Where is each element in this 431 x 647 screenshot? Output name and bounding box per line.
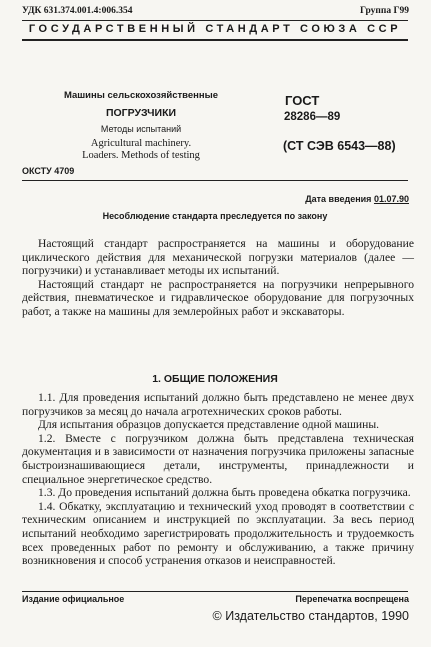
okstu-rule xyxy=(22,180,408,181)
clause-1-2: 1.2. Вместе с погрузчиком должна быть представлена техническая документация и в зависимости от назначения погрузчика приложены запасные быстроизнашивающиеся детали, инструменты, принадлежности и специальное энергетическое средство. xyxy=(22,431,414,486)
date-value: 01.07.90 xyxy=(373,194,409,204)
official-edition: Издание официальное xyxy=(22,594,125,604)
group-code: Группа Г99 xyxy=(360,6,409,16)
title-category: Машины сельскохозяйственные xyxy=(63,90,219,101)
state-standard-banner: ГОСУДАРСТВЕННЫЙ СТАНДАРТ СОЮЗА ССР xyxy=(28,23,402,35)
intro-paragraph-2: Настоящий стандарт не распространяется на погрузчики непрерывного действия, пневматическое и гидравлическое оборудование для погрузочных работ, а также на машины для землеройных работ и экскаваторы. xyxy=(22,277,414,318)
clause-1-3: 1.3. До проведения испытаний должна быть проведена обкатка погрузчика. xyxy=(38,486,411,500)
top-rule xyxy=(22,20,408,21)
gost-number: 28286—89 xyxy=(284,111,341,123)
okstu-code: ОКСТУ 4709 xyxy=(22,166,75,176)
udk-code: УДК 631.374.001.4:006.354 xyxy=(22,6,133,16)
gost-label: ГОСТ xyxy=(285,93,320,108)
legal-notice: Несоблюдение стандарта преследуется по закону xyxy=(102,211,328,221)
intro-paragraph-1: Настоящий стандарт распространяется на машины и оборудование циклического действия для механической погрузки материалов (далее — погрузчики) и устанавливает методы их испытаний. xyxy=(22,237,414,278)
date-label: Дата введения xyxy=(305,194,372,204)
title-methods: Методы испытаний xyxy=(100,124,182,134)
intro-text xyxy=(22,237,414,319)
title-english-2: Loaders. Methods of testing xyxy=(82,150,200,161)
clause-1-1-note: Для испытания образцов допускается представление одной машины. xyxy=(38,418,380,432)
title-main: ПОГРУЗЧИКИ xyxy=(105,107,177,119)
clause-1-4: 1.4. Обкатку, эксплуатацию и технический уход проводят в соответствии с техническим описанием и инструкцией по эксплуатации. За весь период испытаний необходимо зарегистрировать продолжительность и трудоемкость всех проведенных работ по ремонту и обслуживанию, а также причину возникновения и способ устранения отказов и неисправностей. xyxy=(22,499,414,568)
footer-rule xyxy=(22,591,408,592)
section-heading: 1. ОБЩИЕ ПОЛОЖЕНИЯ xyxy=(152,373,278,385)
reprint-prohibited: Перепечатка воспрещена xyxy=(295,594,409,604)
st-sev-number: (СТ СЭВ 6543—88) xyxy=(283,139,396,153)
banner-rule xyxy=(22,39,408,41)
title-english-1: Agricultural machinery. xyxy=(90,138,192,149)
copyright: © Издательство стандартов, 1990 xyxy=(212,609,409,623)
effective-date xyxy=(305,194,409,204)
section-1-text xyxy=(22,391,414,568)
clause-1-1: 1.1. Для проведения испытаний должно быть представлено не менее двух погрузчиков за месяц до начала агротехнических сроков работы. xyxy=(22,391,414,418)
